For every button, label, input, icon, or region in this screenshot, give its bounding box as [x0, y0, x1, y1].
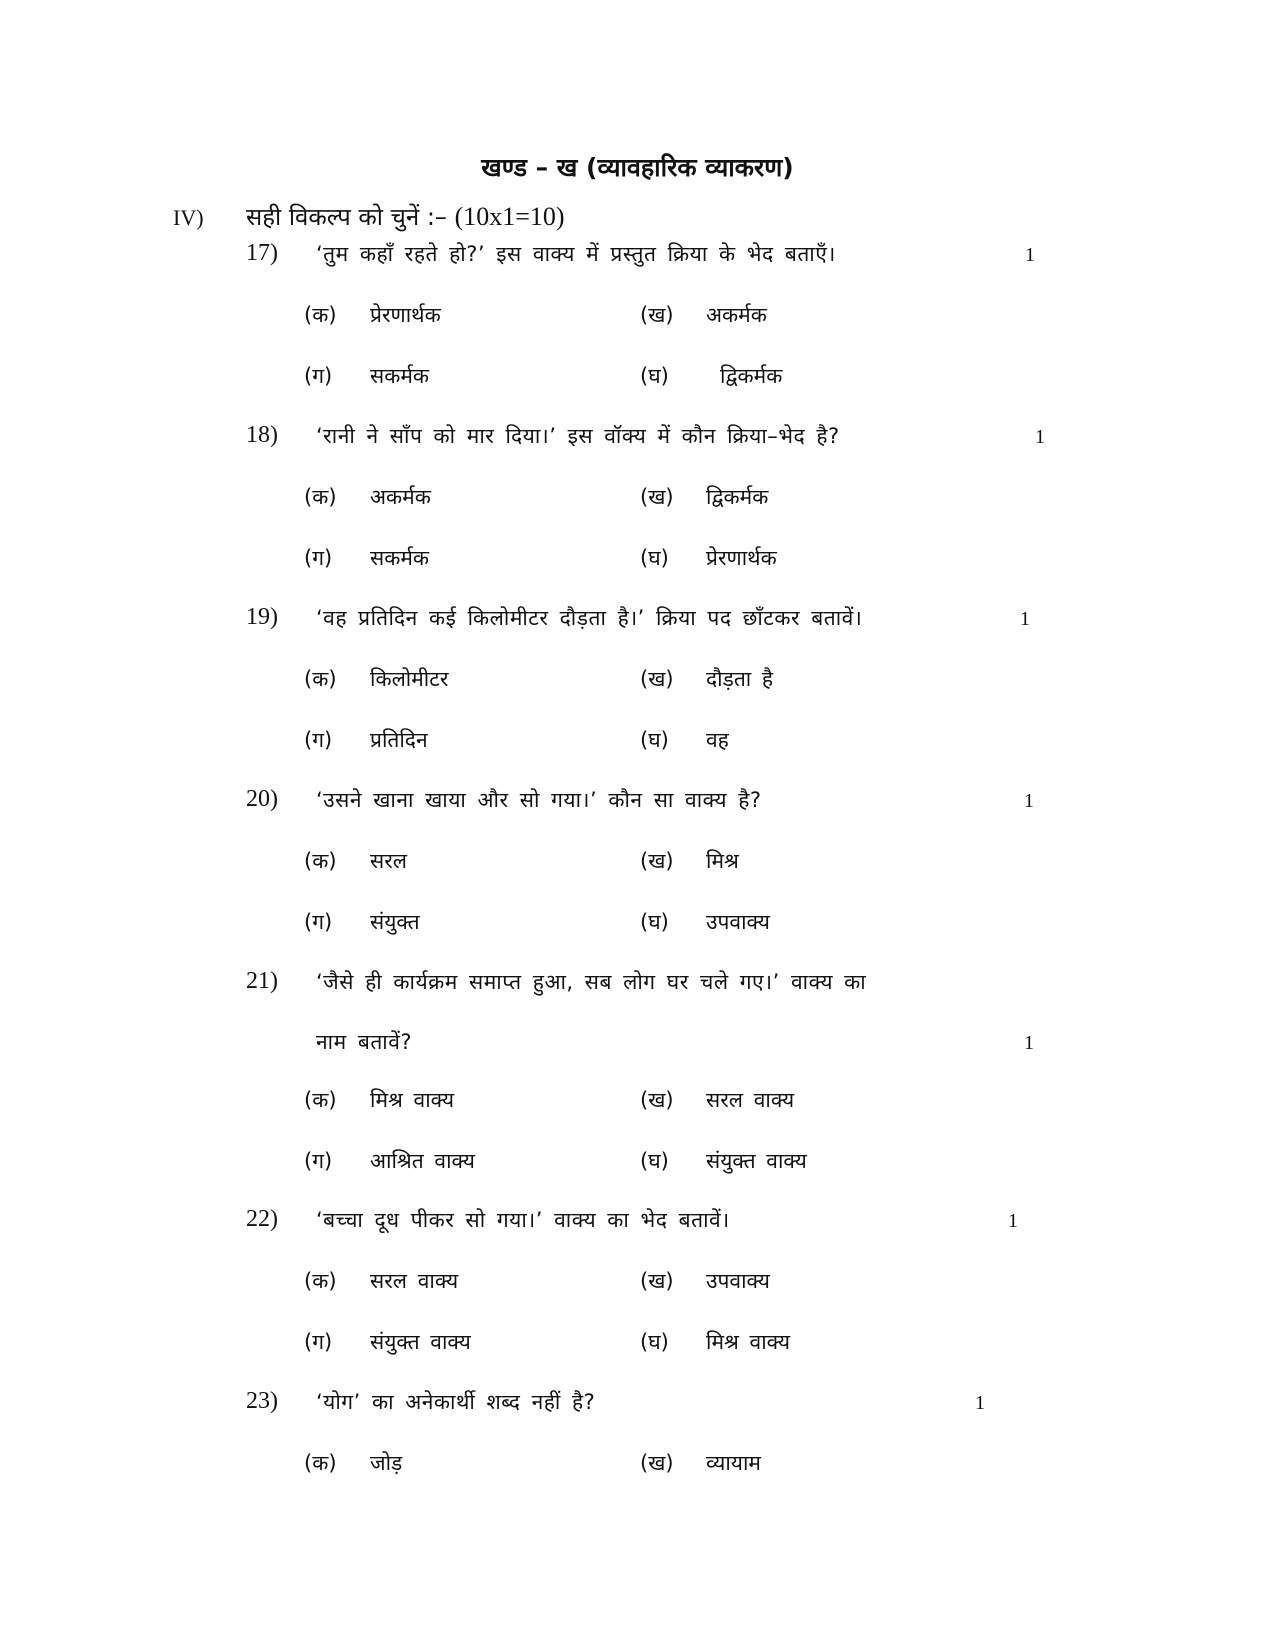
option-label: (क)	[304, 849, 337, 873]
option-label: (घ)	[640, 728, 669, 752]
section-number: IV)	[173, 205, 204, 230]
question-number: 20)	[246, 786, 278, 812]
option-text: किलोमीटर	[370, 667, 449, 691]
question-marks: 1	[1008, 1210, 1018, 1232]
option-text: सरल वाक्य	[370, 1269, 459, 1293]
question-text: ‘तुम कहाँ रहते हो?’ इस वाक्य में प्रस्तुत क्रिया के भेद बताएँ।	[316, 242, 836, 266]
question-number: 19)	[246, 604, 278, 630]
option-label: (ग)	[304, 364, 333, 388]
option-text: द्विकर्मक	[720, 364, 783, 388]
option-label: (ग)	[304, 546, 333, 570]
question-marks: 1	[1024, 790, 1034, 812]
option-text: सरल वाक्य	[706, 1088, 795, 1112]
question-number: 23)	[246, 1388, 278, 1414]
option-label: (ख)	[640, 1451, 674, 1475]
option-text: आश्रित वाक्य	[370, 1149, 475, 1173]
question-text: ‘जैसे ही कार्यक्रम समाप्त हुआ, सब लोग घर चले गए।’ वाक्य का	[316, 970, 867, 994]
option-label: (घ)	[640, 546, 669, 570]
option-text: दौड़ता है	[706, 667, 774, 691]
option-label: (घ)	[640, 1330, 669, 1354]
question-marks: 1	[1025, 244, 1035, 266]
option-label: (ख)	[640, 1088, 674, 1112]
question-text: ‘उसने खाना खाया और सो गया।’ कौन सा वाक्य है?	[316, 788, 762, 812]
option-text: मिश्र वाक्य	[370, 1088, 455, 1112]
question-text: ‘बच्चा दूध पीकर सो गया।’ वाक्य का भेद बतावें।	[316, 1208, 730, 1232]
option-label: (ख)	[640, 485, 674, 509]
option-text: जोड़	[370, 1451, 403, 1475]
option-text: मिश्र वाक्य	[706, 1330, 791, 1354]
question-number: 22)	[246, 1206, 278, 1232]
question-number: 21)	[246, 968, 278, 994]
question-marks: 1	[975, 1392, 985, 1414]
option-label: (घ)	[640, 910, 669, 934]
option-text: सरल	[370, 849, 408, 873]
option-label: (ख)	[640, 1269, 674, 1293]
marks-expression: (10x1=10)	[454, 202, 565, 231]
option-text: संयुक्त	[370, 910, 420, 934]
question-text-continued: नाम बतावें?	[316, 1030, 413, 1054]
option-label: (ख)	[640, 849, 674, 873]
option-text: प्रतिदिन	[370, 728, 428, 752]
option-text: मिश्र	[706, 849, 739, 873]
option-label: (घ)	[640, 1149, 669, 1173]
option-text: व्यायाम	[706, 1451, 761, 1475]
instruction-text: सही विकल्प को चुनें :–	[246, 203, 447, 231]
option-text: संयुक्त वाक्य	[706, 1149, 807, 1173]
option-text: अकर्मक	[370, 485, 431, 509]
option-label: (क)	[304, 485, 337, 509]
section-heading: खण्ड – ख (व्यावहारिक व्याकरण)	[481, 153, 794, 182]
option-label: (क)	[304, 1451, 337, 1475]
question-marks: 1	[1020, 608, 1030, 630]
option-label: (क)	[304, 667, 337, 691]
question-text: ‘योग’ का अनेकार्थी शब्द नहीं है?	[316, 1390, 596, 1414]
option-label: (क)	[304, 1088, 337, 1112]
question-marks: 1	[1035, 426, 1045, 448]
question-number: 18)	[246, 422, 278, 448]
option-label: (क)	[304, 1269, 337, 1293]
option-label: (ग)	[304, 1149, 333, 1173]
option-label: (ग)	[304, 728, 333, 752]
option-text: सकर्मक	[370, 364, 430, 388]
option-text: अकर्मक	[706, 303, 767, 327]
question-marks: 1	[1024, 1032, 1034, 1054]
option-text: सकर्मक	[370, 546, 430, 570]
option-text: प्रेरणार्थक	[370, 303, 441, 327]
option-text: उपवाक्य	[706, 910, 770, 934]
option-label: (ग)	[304, 1330, 333, 1354]
option-label: (ख)	[640, 303, 674, 327]
question-number: 17)	[246, 240, 278, 266]
section-instruction	[246, 200, 565, 233]
option-text: उपवाक्य	[706, 1269, 770, 1293]
option-text: संयुक्त वाक्य	[370, 1330, 471, 1354]
question-text: ‘रानी ने साँप को मार दिया।’ इस वॉक्य में कौन क्रिया–भेद है?	[316, 424, 840, 448]
option-label: (घ)	[640, 364, 669, 388]
option-label: (ग)	[304, 910, 333, 934]
option-text: वह	[706, 728, 729, 752]
option-label: (क)	[304, 303, 337, 327]
question-text: ‘वह प्रतिदिन कई किलोमीटर दौड़ता है।’ क्रिया पद छाँटकर बतावें।	[316, 606, 863, 630]
option-text: द्विकर्मक	[706, 485, 769, 509]
option-label: (ख)	[640, 667, 674, 691]
option-text: प्रेरणार्थक	[706, 546, 777, 570]
